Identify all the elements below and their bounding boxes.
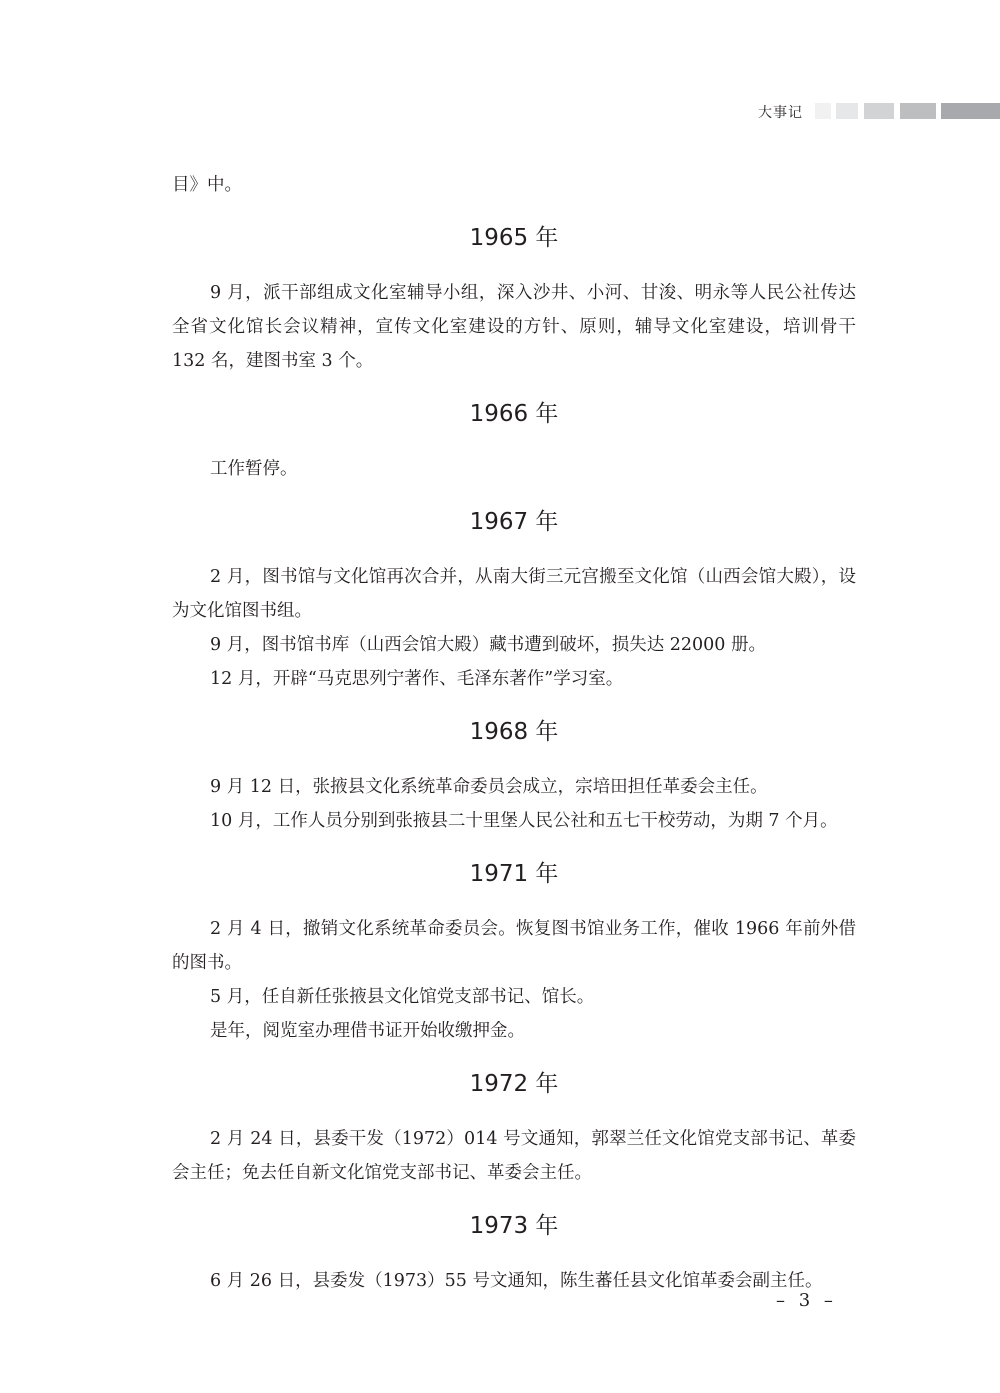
event-entry: 2 月，图书馆与文化馆再次合并，从南大街三元宫搬至文化馆（山西会馆大殿），设为文化馆图书组。 bbox=[172, 567, 856, 621]
event-entry: 9 月，派干部组成文化室辅导小组，深入沙井、小河、甘浚、明永等人民公社传达全省文化馆长会议精神，宣传文化室建设的方针、原则，辅导文化室建设，培训骨干 132 名，建图书室 3 个。 bbox=[172, 283, 856, 371]
year-heading-1972: 1972 年 bbox=[469, 1071, 559, 1097]
event-entry: 6 月 26 日，县委发（1973）55 号文通知，陈生蕃任县文化馆革委会副主任。 bbox=[210, 1271, 823, 1291]
event-entry: 10 月，工作人员分别到张掖县二十里堡人民公社和五七干校劳动，为期 7 个月。 bbox=[210, 811, 838, 831]
year-heading-1973: 1973 年 bbox=[469, 1213, 559, 1239]
continued-paragraph: 目》中。 bbox=[172, 175, 242, 195]
page-number: – 3 – bbox=[776, 1290, 837, 1311]
header-block bbox=[900, 103, 936, 119]
header-block bbox=[864, 103, 894, 119]
event-entry: 是年，阅览室办理借书证开始收缴押金。 bbox=[210, 1021, 525, 1041]
year-heading-1967: 1967 年 bbox=[469, 509, 559, 535]
header-block bbox=[815, 103, 831, 119]
event-entry: 9 月 12 日，张掖县文化系统革命委员会成立，宗培田担任革委会主任。 bbox=[210, 777, 768, 797]
page-body bbox=[172, 168, 856, 1298]
event-entry: 5 月，任自新任张掖县文化馆党支部书记、馆长。 bbox=[210, 987, 595, 1007]
event-entry: 2 月 4 日，撤销文化系统革命委员会。恢复图书馆业务工作，催收 1966 年前外借的图书。 bbox=[172, 919, 856, 973]
header-block bbox=[836, 103, 858, 119]
event-entry: 工作暂停。 bbox=[210, 459, 298, 479]
year-heading-1971: 1971 年 bbox=[469, 861, 559, 887]
year-heading-1965: 1965 年 bbox=[469, 225, 559, 251]
event-entry: 9 月，图书馆书库（山西会馆大殿）藏书遭到破坏，损失达 22000 册。 bbox=[210, 635, 766, 655]
year-heading-1966: 1966 年 bbox=[469, 401, 559, 427]
year-heading-1968: 1968 年 bbox=[469, 719, 559, 745]
section-label: 大事记 bbox=[758, 105, 803, 121]
event-entry: 2 月 24 日，县委干发（1972）014 号文通知，郭翠兰任文化馆党支部书记、革委会主任；免去任自新文化馆党支部书记、革委会主任。 bbox=[172, 1129, 856, 1183]
event-entry: 12 月，开辟“马克思列宁著作、毛泽东著作”学习室。 bbox=[210, 669, 624, 689]
header-block bbox=[941, 103, 1000, 119]
